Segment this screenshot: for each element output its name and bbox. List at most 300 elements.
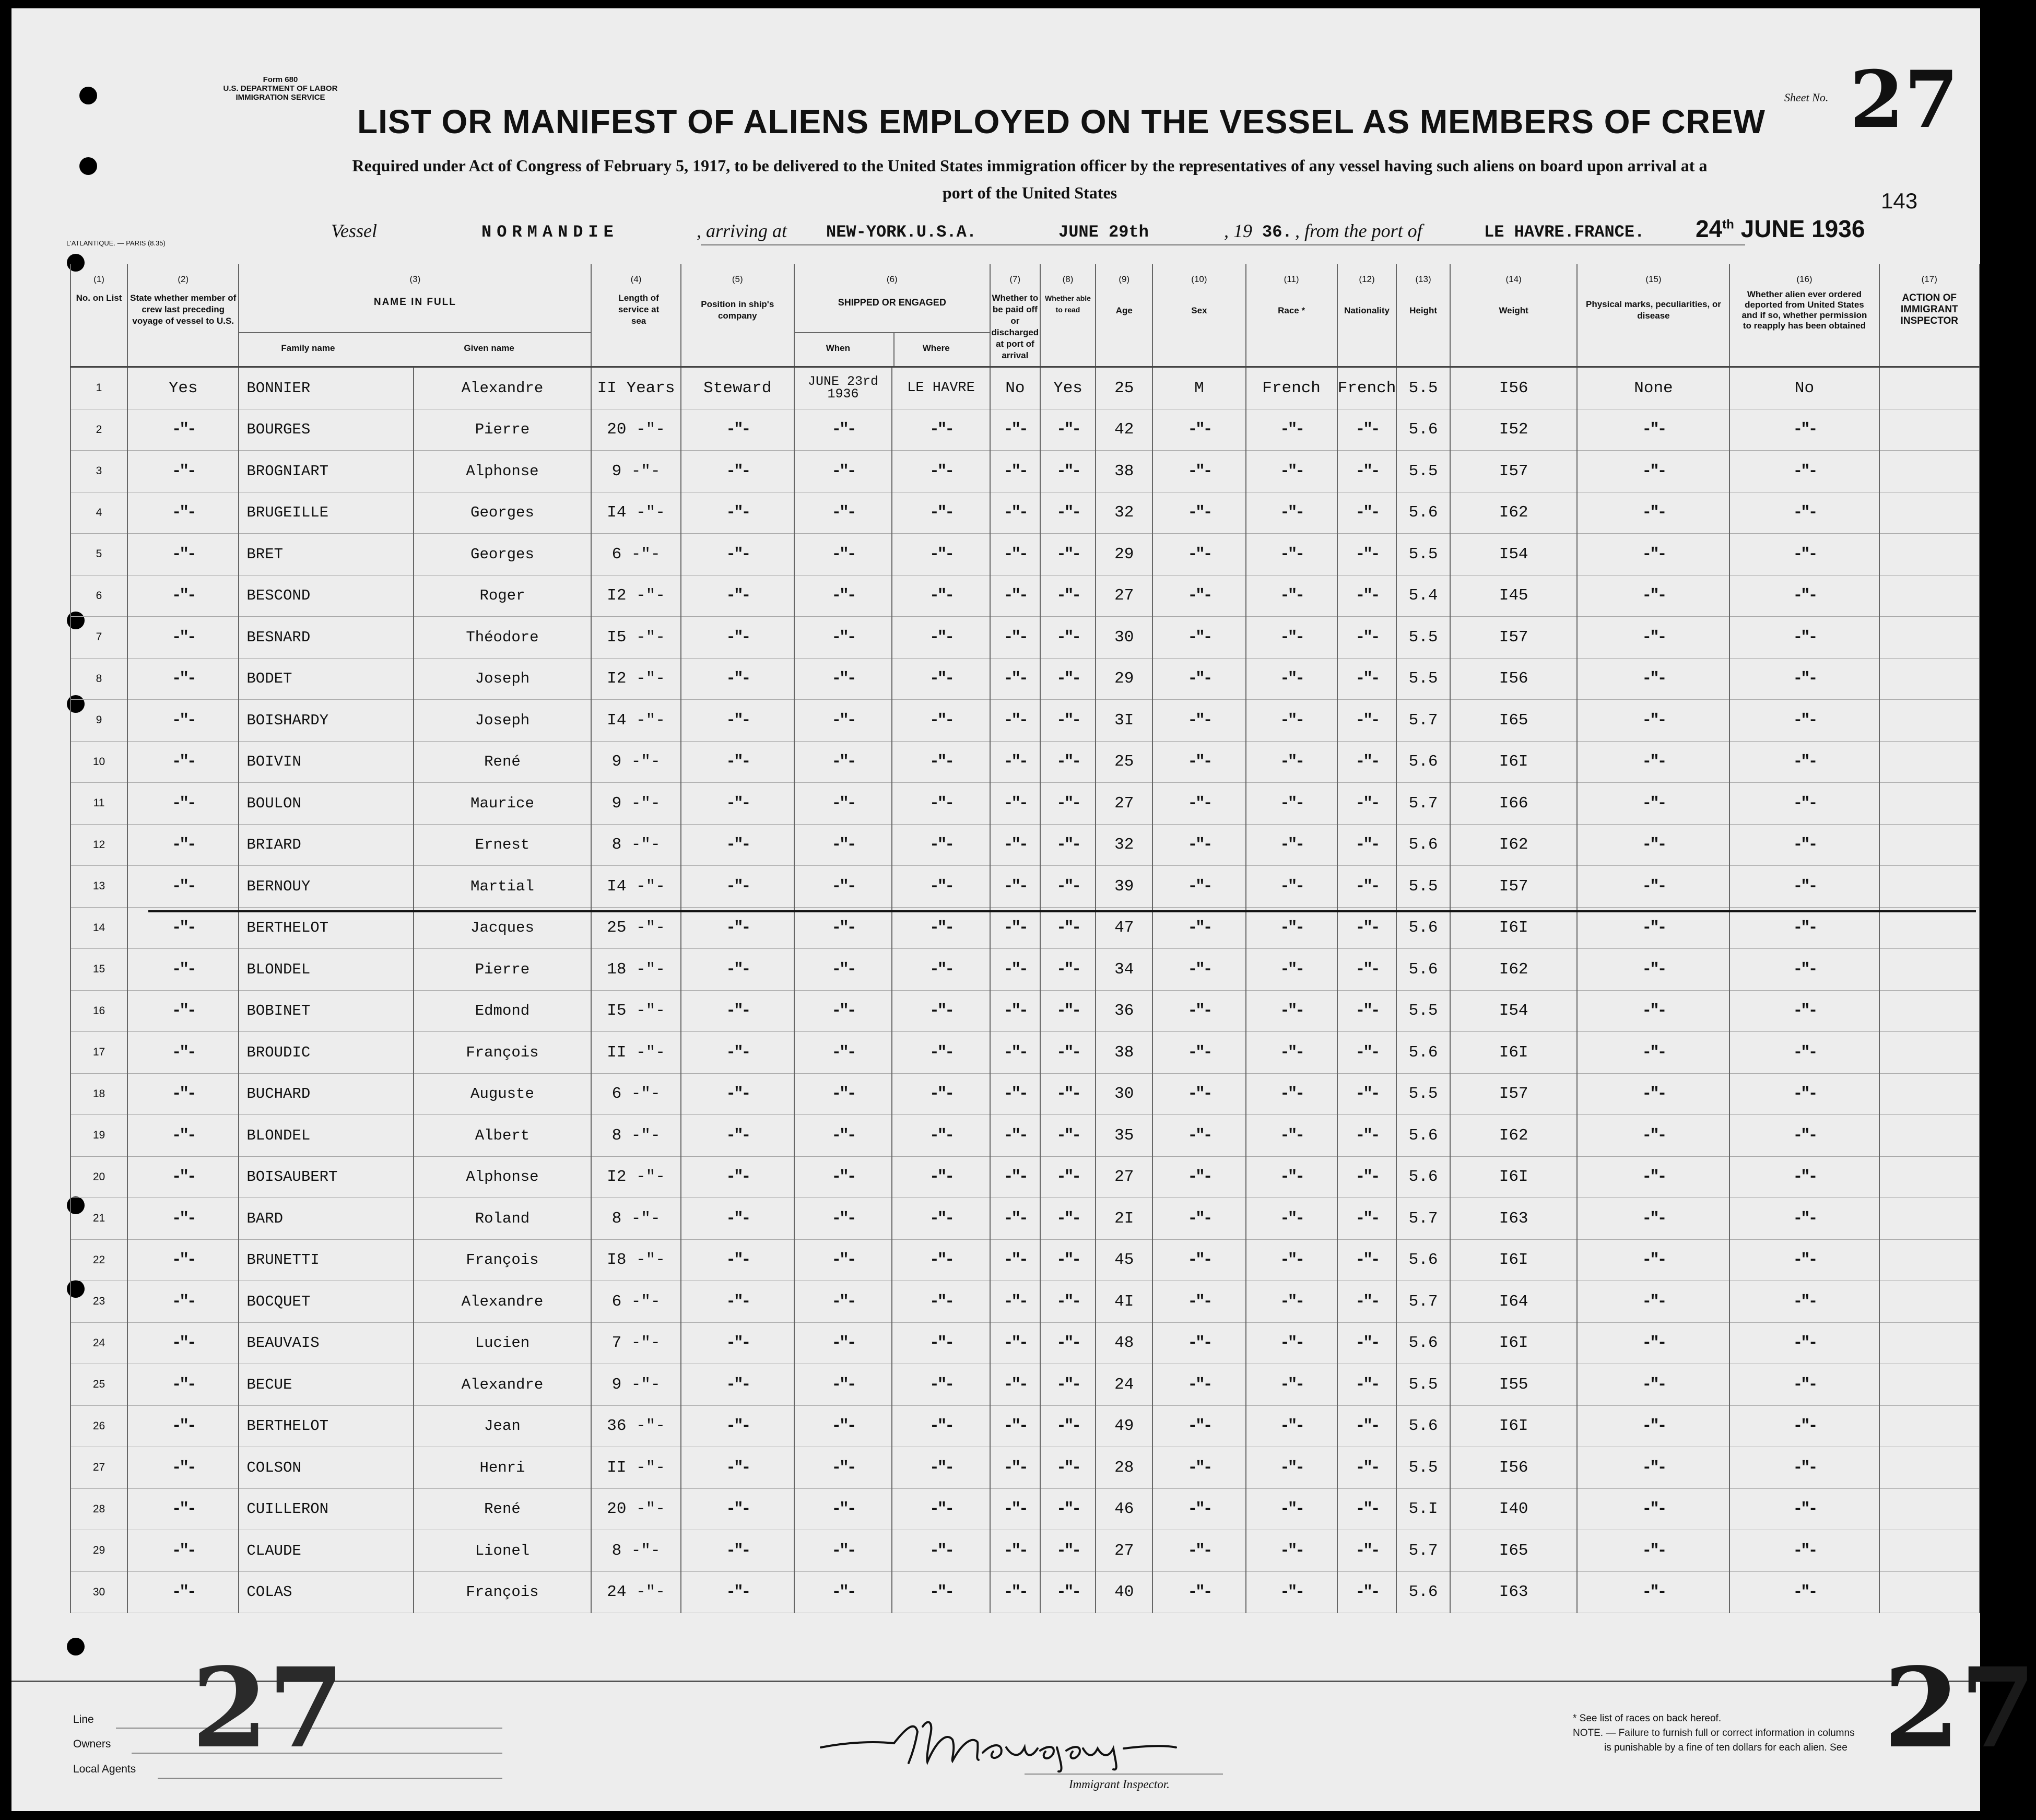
col-label: Race *: [1278, 306, 1305, 315]
cell-family-name: BOULON: [239, 783, 413, 825]
cell-prior-voyage: -"-: [127, 1239, 239, 1281]
cell-marks: -"-: [1577, 409, 1729, 451]
cell-able-to-read: -"-: [1040, 1405, 1096, 1447]
cell-prior-voyage: -"-: [127, 1322, 239, 1364]
cell-position: -"-: [681, 1488, 794, 1530]
big-sheet-number-left: 27: [192, 1643, 345, 1772]
col-header-position: [681, 264, 794, 367]
col-sub-given: Given name: [464, 343, 514, 353]
cell-family-name: BONNIER: [239, 367, 413, 409]
table-row: [70, 1447, 1980, 1489]
cell-service: I2 -"-: [591, 1156, 680, 1198]
penalty-note-1: NOTE. — Failure to furnish full or correct information in columns: [1573, 1728, 1855, 1739]
cell-position: -"-: [681, 1239, 794, 1281]
cell-race: -"-: [1246, 1156, 1337, 1198]
cell-position: -"-: [681, 492, 794, 534]
cell-no: 4: [70, 492, 127, 534]
cell-shipped-when: -"-: [794, 990, 892, 1032]
cell-race: -"-: [1246, 1405, 1337, 1447]
cell-nationality: French: [1337, 367, 1397, 409]
cell-service: 8 -"-: [591, 1115, 680, 1157]
cell-prior-voyage: -"-: [127, 617, 239, 659]
cell-shipped-where: -"-: [892, 1073, 990, 1115]
cell-nationality: -"-: [1337, 1115, 1397, 1157]
col-number: (2): [178, 274, 189, 284]
cell-no: 25: [70, 1364, 127, 1406]
cell-no: 27: [70, 1447, 127, 1489]
cell-position: -"-: [681, 1322, 794, 1364]
cell-weight: I66: [1450, 783, 1578, 825]
cell-given-name: Joseph: [414, 658, 592, 700]
cell-paid-off: -"-: [990, 990, 1040, 1032]
cell-race: -"-: [1246, 783, 1337, 825]
cell-shipped-where: -"-: [892, 409, 990, 451]
sheet-number: 27: [1850, 54, 1959, 146]
cell-marks: -"-: [1577, 1115, 1729, 1157]
cell-paid-off: -"-: [990, 1073, 1040, 1115]
cell-shipped-where: -"-: [892, 1488, 990, 1530]
cell-paid-off: -"-: [990, 1447, 1040, 1489]
cell-marks: -"-: [1577, 949, 1729, 991]
from-port-label: , from the port of: [1295, 220, 1422, 241]
cell-given-name: Alexandre: [414, 1364, 592, 1406]
cell-no: 30: [70, 1571, 127, 1613]
cell-family-name: CUILLERON: [239, 1488, 413, 1530]
cell-marks: -"-: [1577, 741, 1729, 783]
cell-position: -"-: [681, 1405, 794, 1447]
cell-shipped-when: -"-: [794, 1156, 892, 1198]
cell-marks: -"-: [1577, 534, 1729, 576]
table-row: [70, 534, 1980, 576]
cell-nationality: -"-: [1337, 824, 1397, 866]
cell-deported: -"-: [1729, 1198, 1879, 1240]
cell-deported: -"-: [1729, 949, 1879, 991]
cell-prior-voyage: -"-: [127, 824, 239, 866]
cell-prior-voyage: -"-: [127, 1073, 239, 1115]
cell-deported: -"-: [1729, 1405, 1879, 1447]
cell-able-to-read: -"-: [1040, 1281, 1096, 1323]
cell-able-to-read: -"-: [1040, 658, 1096, 700]
cell-weight: I52: [1450, 409, 1578, 451]
cell-no: 15: [70, 949, 127, 991]
cell-race: -"-: [1246, 1322, 1337, 1364]
cell-sex: -"-: [1152, 1405, 1245, 1447]
cell-prior-voyage: -"-: [127, 990, 239, 1032]
cell-race: -"-: [1246, 990, 1337, 1032]
cell-height: 5.7: [1396, 700, 1450, 742]
cell-given-name: René: [414, 741, 592, 783]
cell-family-name: BUCHARD: [239, 1073, 413, 1115]
cell-paid-off: -"-: [990, 1571, 1040, 1613]
cell-shipped-when: -"-: [794, 617, 892, 659]
shipped-subdivider-v: [893, 332, 895, 366]
cell-family-name: BERTHELOT: [239, 907, 413, 949]
printer-mark: L'ATLANTIQUE. — PARIS (8.35): [66, 239, 166, 247]
cell-family-name: COLAS: [239, 1571, 413, 1613]
cell-marks: -"-: [1577, 575, 1729, 617]
cell-given-name: Roger: [414, 575, 592, 617]
cell-prior-voyage: -"-: [127, 1032, 239, 1074]
cell-inspector-action: [1879, 1571, 1980, 1613]
cell-family-name: BRUNETTI: [239, 1239, 413, 1281]
cell-shipped-when: -"-: [794, 575, 892, 617]
cell-inspector-action: [1879, 1281, 1980, 1323]
cell-able-to-read: -"-: [1040, 1571, 1096, 1613]
cell-deported: -"-: [1729, 990, 1879, 1032]
cell-prior-voyage: -"-: [127, 700, 239, 742]
col-header-no: [70, 264, 127, 367]
cell-height: 5.6: [1396, 1032, 1450, 1074]
cell-prior-voyage: -"-: [127, 1447, 239, 1489]
cell-age: 38: [1096, 1032, 1152, 1074]
cell-able-to-read: -"-: [1040, 575, 1096, 617]
table-row: [70, 1073, 1980, 1115]
cell-able-to-read: -"-: [1040, 1364, 1096, 1406]
cell-given-name: Alphonse: [414, 451, 592, 492]
cell-inspector-action: [1879, 1322, 1980, 1364]
cell-nationality: -"-: [1337, 1198, 1397, 1240]
cell-inspector-action: [1879, 409, 1980, 451]
col-label: Position in ship's company: [701, 299, 774, 321]
cell-deported: -"-: [1729, 1364, 1879, 1406]
cell-age: 38: [1096, 451, 1152, 492]
col-label: Whether to be paid off or discharged at port of arrival: [991, 293, 1039, 360]
cell-no: 18: [70, 1073, 127, 1115]
col-number: (5): [732, 274, 743, 284]
cell-inspector-action: [1879, 1488, 1980, 1530]
cell-race: -"-: [1246, 1488, 1337, 1530]
cell-position: -"-: [681, 575, 794, 617]
cell-shipped-when: -"-: [794, 1447, 892, 1489]
cell-given-name: Roland: [414, 1198, 592, 1240]
cell-position: -"-: [681, 409, 794, 451]
cell-position: -"-: [681, 658, 794, 700]
col-number: (17): [1921, 274, 1937, 284]
cell-nationality: -"-: [1337, 949, 1397, 991]
cell-nationality: -"-: [1337, 700, 1397, 742]
cell-inspector-action: [1879, 617, 1980, 659]
col-label: Sex: [1191, 306, 1207, 315]
cell-family-name: BOBINET: [239, 990, 413, 1032]
cell-race: French: [1246, 367, 1337, 409]
cell-deported: No: [1729, 367, 1879, 409]
cell-inspector-action: [1879, 741, 1980, 783]
cell-position: -"-: [681, 1073, 794, 1115]
arrival-year: 36.: [1262, 222, 1292, 242]
cell-shipped-where: -"-: [892, 824, 990, 866]
cell-height: 5.4: [1396, 575, 1450, 617]
cell-family-name: BERNOUY: [239, 866, 413, 908]
cell-shipped-when: -"-: [794, 1073, 892, 1115]
cell-no: 9: [70, 700, 127, 742]
cell-shipped-where: -"-: [892, 534, 990, 576]
table-row: [70, 700, 1980, 742]
cell-shipped-when: -"-: [794, 700, 892, 742]
cell-family-name: BLONDEL: [239, 949, 413, 991]
col-number: (6): [886, 274, 898, 284]
cell-no: 6: [70, 575, 127, 617]
cell-prior-voyage: -"-: [127, 741, 239, 783]
cell-race: -"-: [1246, 1530, 1337, 1572]
cell-shipped-where: -"-: [892, 1281, 990, 1323]
cell-no: 28: [70, 1488, 127, 1530]
col-header-action: [1879, 264, 1980, 367]
cell-shipped-where: -"-: [892, 1364, 990, 1406]
cell-prior-voyage: -"-: [127, 534, 239, 576]
cell-service: II -"-: [591, 1032, 680, 1074]
cell-no: 26: [70, 1405, 127, 1447]
cell-shipped-when: -"-: [794, 409, 892, 451]
cell-nationality: -"-: [1337, 783, 1397, 825]
cell-nationality: -"-: [1337, 1032, 1397, 1074]
cell-deported: -"-: [1729, 1115, 1879, 1157]
cell-shipped-where: -"-: [892, 1239, 990, 1281]
cell-position: -"-: [681, 1571, 794, 1613]
cell-nationality: -"-: [1337, 1281, 1397, 1323]
cell-position: -"-: [681, 617, 794, 659]
punch-hole: [79, 87, 97, 104]
cell-sex: -"-: [1152, 451, 1245, 492]
cell-service: 6 -"-: [591, 534, 680, 576]
cell-able-to-read: -"-: [1040, 451, 1096, 492]
cell-given-name: Jean: [414, 1405, 592, 1447]
cell-paid-off: -"-: [990, 575, 1040, 617]
cell-paid-off: -"-: [990, 658, 1040, 700]
cell-paid-off: -"-: [990, 617, 1040, 659]
col-label: Nationality: [1344, 306, 1390, 315]
cell-marks: -"-: [1577, 1239, 1729, 1281]
cell-weight: I6I: [1450, 741, 1578, 783]
cell-shipped-where: LE HAVRE: [892, 367, 990, 409]
col-number: (16): [1796, 274, 1813, 284]
cell-sex: -"-: [1152, 1115, 1245, 1157]
cell-prior-voyage: -"-: [127, 949, 239, 991]
cell-race: -"-: [1246, 409, 1337, 451]
table-row: [70, 1405, 1980, 1447]
cell-inspector-action: [1879, 700, 1980, 742]
date-stamp: [1696, 215, 1865, 243]
cell-service: 25 -"-: [591, 907, 680, 949]
col-number: (11): [1284, 274, 1299, 284]
cell-marks: -"-: [1577, 1198, 1729, 1240]
col-label: NAME IN FULL: [373, 297, 456, 308]
cell-shipped-where: -"-: [892, 451, 990, 492]
cell-given-name: Pierre: [414, 409, 592, 451]
cell-height: 5.5: [1396, 1364, 1450, 1406]
cell-height: 5.6: [1396, 1156, 1450, 1198]
cell-no: 20: [70, 1156, 127, 1198]
cell-able-to-read: -"-: [1040, 534, 1096, 576]
cell-age: 30: [1096, 1073, 1152, 1115]
col-header-nationality: [1337, 264, 1397, 367]
cell-given-name: Ernest: [414, 824, 592, 866]
cell-given-name: René: [414, 1488, 592, 1530]
cell-sex: -"-: [1152, 1322, 1245, 1364]
col-label: Weight: [1499, 306, 1528, 315]
cell-shipped-when: -"-: [794, 949, 892, 991]
cell-height: 5.6: [1396, 1115, 1450, 1157]
cell-able-to-read: -"-: [1040, 1530, 1096, 1572]
table-row: [70, 1281, 1980, 1323]
cell-family-name: BRET: [239, 534, 413, 576]
cell-service: I4 -"-: [591, 866, 680, 908]
cell-position: -"-: [681, 700, 794, 742]
cell-position: -"-: [681, 783, 794, 825]
col-number: (1): [93, 274, 104, 284]
cell-position: -"-: [681, 1364, 794, 1406]
cell-given-name: Albert: [414, 1115, 592, 1157]
cell-age: 27: [1096, 1530, 1152, 1572]
cell-able-to-read: -"-: [1040, 700, 1096, 742]
cell-marks: -"-: [1577, 658, 1729, 700]
cell-nationality: -"-: [1337, 741, 1397, 783]
cell-given-name: Edmond: [414, 990, 592, 1032]
cell-family-name: BESCOND: [239, 575, 413, 617]
cell-shipped-where: -"-: [892, 658, 990, 700]
cell-height: 5.5: [1396, 617, 1450, 659]
big-sheet-number-right: 27: [1884, 1643, 2036, 1772]
cell-weight: I57: [1450, 866, 1578, 908]
cell-paid-off: -"-: [990, 700, 1040, 742]
cell-weight: I6I: [1450, 1239, 1578, 1281]
cell-shipped-where: -"-: [892, 949, 990, 991]
cell-shipped-where: -"-: [892, 1530, 990, 1572]
cell-inspector-action: [1879, 824, 1980, 866]
cell-shipped-when: -"-: [794, 1032, 892, 1074]
cell-nationality: -"-: [1337, 1322, 1397, 1364]
cell-able-to-read: -"-: [1040, 741, 1096, 783]
cell-family-name: BODET: [239, 658, 413, 700]
cell-nationality: -"-: [1337, 575, 1397, 617]
cell-paid-off: -"-: [990, 1322, 1040, 1364]
cell-family-name: BLONDEL: [239, 1115, 413, 1157]
cell-service: 8 -"-: [591, 1530, 680, 1572]
cell-position: -"-: [681, 907, 794, 949]
cell-deported: -"-: [1729, 534, 1879, 576]
cell-marks: -"-: [1577, 1530, 1729, 1572]
cell-shipped-where: -"-: [892, 866, 990, 908]
cell-age: 4I: [1096, 1281, 1152, 1323]
cell-nationality: -"-: [1337, 534, 1397, 576]
cell-inspector-action: [1879, 1115, 1980, 1157]
strike-line-row-13: [148, 910, 1976, 912]
cell-sex: -"-: [1152, 1032, 1245, 1074]
cell-shipped-when: -"-: [794, 1115, 892, 1157]
cell-age: 40: [1096, 1571, 1152, 1613]
cell-sex: -"-: [1152, 1073, 1245, 1115]
cell-sex: -"-: [1152, 783, 1245, 825]
cell-shipped-where: -"-: [892, 492, 990, 534]
cell-shipped-where: -"-: [892, 1405, 990, 1447]
col-header-paid-off: [990, 264, 1040, 367]
cell-age: 49: [1096, 1405, 1152, 1447]
arrival-port: NEW-YORK.U.S.A.: [826, 222, 977, 242]
cell-position: -"-: [681, 1281, 794, 1323]
cell-no: 19: [70, 1115, 127, 1157]
cell-marks: -"-: [1577, 1405, 1729, 1447]
cell-no: 22: [70, 1239, 127, 1281]
cell-prior-voyage: -"-: [127, 1488, 239, 1530]
cell-marks: -"-: [1577, 866, 1729, 908]
cell-position: -"-: [681, 1447, 794, 1489]
cell-no: 14: [70, 907, 127, 949]
cell-sex: -"-: [1152, 1571, 1245, 1613]
cell-nationality: -"-: [1337, 658, 1397, 700]
cell-age: 25: [1096, 367, 1152, 409]
cell-sex: -"-: [1152, 700, 1245, 742]
cell-given-name: Auguste: [414, 1073, 592, 1115]
cell-shipped-where: -"-: [892, 1115, 990, 1157]
table-row: [70, 451, 1980, 492]
cell-shipped-when: -"-: [794, 492, 892, 534]
cell-race: -"-: [1246, 907, 1337, 949]
cell-sex: -"-: [1152, 617, 1245, 659]
subtitle-line-2: port of the United States: [942, 183, 1117, 202]
form-identifier: [213, 75, 348, 102]
col-header-service: [591, 264, 680, 367]
cell-inspector-action: [1879, 367, 1980, 409]
cell-service: I2 -"-: [591, 658, 680, 700]
stamp-month: JUNE 1936: [1740, 215, 1865, 242]
cell-age: 29: [1096, 658, 1152, 700]
col-sub-when: When: [826, 343, 851, 353]
cell-able-to-read: -"-: [1040, 1073, 1096, 1115]
cell-given-name: Pierre: [414, 949, 592, 991]
cell-family-name: BESNARD: [239, 617, 413, 659]
table-row: [70, 1530, 1980, 1572]
page-number: 143: [1881, 189, 1918, 213]
cell-paid-off: -"-: [990, 409, 1040, 451]
col-number: (7): [1009, 274, 1021, 284]
cell-shipped-when: -"-: [794, 1405, 892, 1447]
col-label: Length of service at sea: [618, 293, 660, 326]
cell-marks: -"-: [1577, 1364, 1729, 1406]
col-label: Whether alien ever ordered deported from United States and if so, whether permission to reapply has been obtained: [1741, 289, 1867, 331]
footer-rule: [158, 1778, 502, 1779]
cell-age: 36: [1096, 990, 1152, 1032]
cell-able-to-read: -"-: [1040, 1322, 1096, 1364]
cell-shipped-where: -"-: [892, 575, 990, 617]
cell-age: 2I: [1096, 1198, 1152, 1240]
table-row: [70, 575, 1980, 617]
cell-sex: -"-: [1152, 907, 1245, 949]
cell-able-to-read: -"-: [1040, 409, 1096, 451]
cell-height: 5.5: [1396, 866, 1450, 908]
cell-weight: I65: [1450, 1530, 1578, 1572]
cell-prior-voyage: -"-: [127, 492, 239, 534]
cell-given-name: Lucien: [414, 1322, 592, 1364]
cell-position: Steward: [681, 367, 794, 409]
cell-no: 12: [70, 824, 127, 866]
name-subdivider: [239, 332, 591, 333]
cell-height: 5.6: [1396, 1239, 1450, 1281]
table-row: [70, 1198, 1980, 1240]
cell-prior-voyage: -"-: [127, 1156, 239, 1198]
cell-weight: I62: [1450, 1115, 1578, 1157]
table-row: [70, 1571, 1980, 1613]
cell-weight: I6I: [1450, 1405, 1578, 1447]
cell-inspector-action: [1879, 783, 1980, 825]
cell-sex: -"-: [1152, 1364, 1245, 1406]
col-header-race: [1246, 264, 1337, 367]
cell-able-to-read: -"-: [1040, 949, 1096, 991]
cell-shipped-when: -"-: [794, 1281, 892, 1323]
cell-age: 34: [1096, 949, 1152, 991]
cell-able-to-read: -"-: [1040, 492, 1096, 534]
cell-paid-off: -"-: [990, 866, 1040, 908]
cell-shipped-where: -"-: [892, 1198, 990, 1240]
cell-paid-off: -"-: [990, 492, 1040, 534]
